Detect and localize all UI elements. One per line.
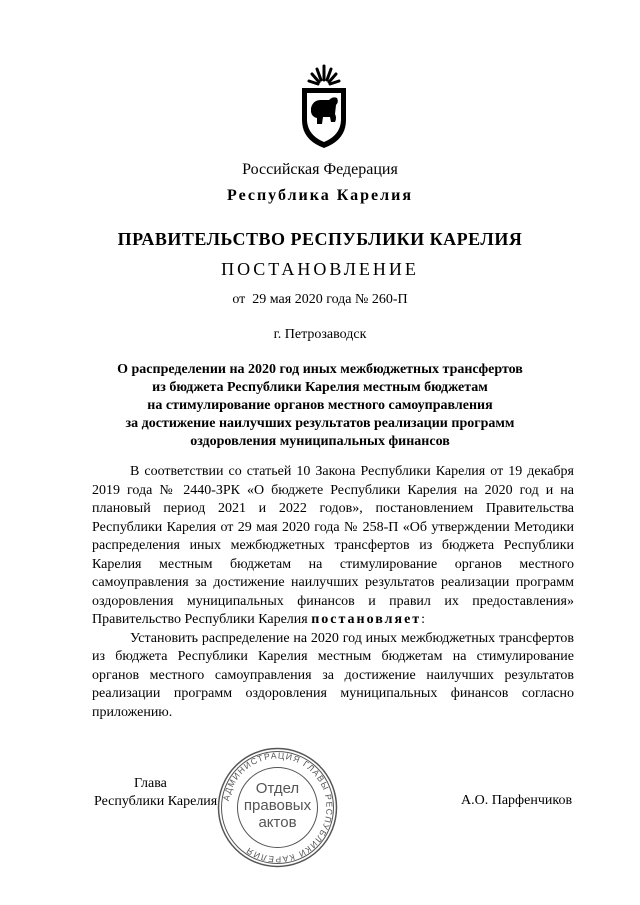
decree-body bbox=[92, 463, 574, 722]
stamp-line: актов bbox=[258, 814, 297, 831]
stamp-line: правовых bbox=[243, 797, 312, 814]
decree-title-line: О распределении на 2020 год иных межбюджетных трансфертов bbox=[117, 362, 523, 377]
preamble-paragraph bbox=[92, 463, 574, 630]
decree-date-number: от 29 мая 2020 года № 260-П bbox=[232, 292, 408, 307]
resolves-word: постановляет bbox=[311, 612, 422, 627]
preamble-text: В соответствии со статьей 10 Закона Республики Карелия от 19 декабря 2019 года № 2440-ЗРК «О бюджете Республики Карелия на 2020 год и на плановый период 2021 и 2022 годов», постановлением Правительства Республики Карелия от 29 мая 2020 года № 258-П «Об утверждении Методики распределения иных межбюджетных трансфертов из бюджета Республики Карелия местным бюджетам на стимулирование органов местного самоуправления за достижение наилучших результатов реализации программ оздоровления муниципальных финансов и правил их предоставления» Правительство Республики Карелия bbox=[92, 464, 574, 627]
stamp-center-text bbox=[215, 780, 340, 831]
stamp-line: Отдел bbox=[255, 780, 300, 797]
decree-title-line: из бюджета Республики Карелия местным бюджетам bbox=[152, 380, 488, 395]
federation-name: Российская Федерация bbox=[242, 161, 398, 178]
republic-name: Республика Карелия bbox=[227, 187, 413, 204]
decree-city: г. Петрозаводск bbox=[273, 327, 367, 342]
operative-paragraph: Установить распределение на 2020 год иных межбюджетных трансфертов из бюджета Республики Карелия местным бюджетам на стимулирование органов местного самоуправления за достижение наилучших результатов реализации программ оздоровления муниципальных финансов согласно приложению. bbox=[92, 630, 574, 720]
decree-title-line: за достижение наилучших результатов реализации программ bbox=[125, 416, 515, 431]
stamp-ring-text: АДМИНИСТРАЦИЯ ГЛАВЫ РЕСПУБЛИКИ КАРЕЛИЯ bbox=[220, 750, 335, 865]
signatory-position-line: Глава bbox=[134, 776, 167, 791]
preamble-colon: : bbox=[421, 612, 426, 627]
government-name: ПРАВИТЕЛЬСТВО РЕСПУБЛИКИ КАРЕЛИЯ bbox=[117, 229, 523, 249]
signatory-position bbox=[94, 775, 217, 811]
decree-title-line: оздоровления муниципальных финансов bbox=[190, 434, 450, 449]
karelia-coat-of-arms-icon bbox=[299, 62, 349, 150]
decree-title-line: на стимулирование органов местного самоуправления bbox=[147, 398, 493, 413]
signatory-name: А.О. Парфенчиков bbox=[461, 793, 573, 808]
decree-type: ПОСТАНОВЛЕНИЕ bbox=[221, 259, 419, 279]
decree-title bbox=[60, 361, 580, 451]
signatory-position-line: Республики Карелия bbox=[94, 794, 218, 809]
